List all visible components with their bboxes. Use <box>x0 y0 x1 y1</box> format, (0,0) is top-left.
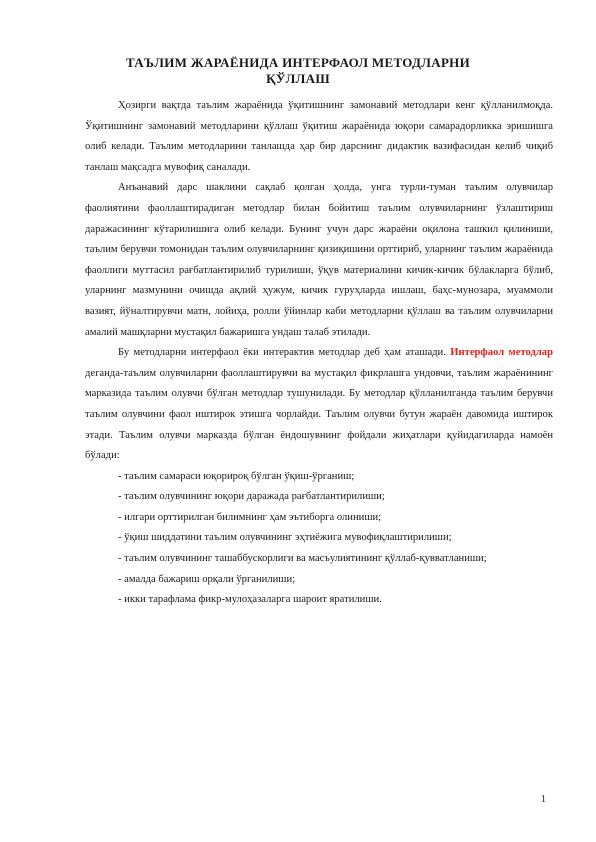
list-item: - ўқиш шиддатини таълим олувчининг эҳтиёжига мувофиқлаштирилиши; <box>118 532 452 544</box>
page-number: 1 <box>541 794 546 805</box>
list-item: - илгари орттирилган билимнинг ҳам эътиборга олиниши; <box>118 511 382 523</box>
paragraph-3-rest: деганда-таълим олувчиларни фаоллаштирувчи ва мустақил фикрлашга ундовчи, таълим жараёнининг марказида таълим олувчи бўлган методлар тушунилади. Бу методлар қўлланилганда таълим берувчи таълим олувчини фаол иштирок этишга чорлайди. Таълим олувчи бутун жараён давомида иштирок этади. Таълим олувчи марказда бўлган ёндошувнинг фойдали жиҳатлари қуйидагиларда намоён бўлади: <box>85 367 553 462</box>
document-body <box>85 96 553 611</box>
paragraph-1: Ҳозирги вақтда таълим жараёнида ўқитишнинг замонавий методлари кенг қўлланилмоқда. Ўқитишнинг замонавий методларини қўллаш ўқитиш жараёнида юқори самарадорликка эришишга олиб келади. Таълим методларини танлашда ҳар бир дарснинг дидактик вазифасидан келиб чиқиб танлаш мақсадга мувофиқ саналади. <box>85 100 553 173</box>
list-item: - таълим олувчининг ташаббускорлиги ва масъулиятининг қўллаб-қувватланиши; <box>118 553 487 565</box>
paragraph-3 <box>85 343 553 467</box>
title-line-1: ТАЪЛИМ ЖАРАЁНИДА ИНТЕРФАОЛ МЕТОДЛАРНИ <box>125 55 471 70</box>
list-item: - таълим самараси юқорироқ бўлган ўқиш-ўрганиш; <box>118 470 355 482</box>
paragraph-2: Анъанавий дарс шаклини сақлаб қолган ҳолда, унга турли-туман таълим олувчилар фаолиятини фаоллаштирадиган методлар билан бойитиш таълим олувчиларнинг ўзлаштириш даражасининг кўтарилишига олиб келади. Бунинг учун дарс жараёни оқилона ташкил қилиниши, таълим берувчи томонидан таълим олувчиларнинг қизиқишини орттириб, уларнинг таълим жараёнида фаоллиги муттасил рағбатлантирилиб турилиши, ўқув материалини кичик-кичик бўлакларга бўлиб, уларнинг мазмунини очишда ақлий ҳужум, кичик гуруҳларда ишлаш, баҳс-мунозара, муаммоли вазият, йўналтирувчи матн, лойиҳа, ролли ўйинлар каби методларни қўллаш ва таълим олувчиларни амалий машқларни мустақил бажаришга ундаш талаб этилади. <box>85 182 553 338</box>
list-item: - икки тарафлама фикр-мулоҳазаларга шароит яратилиши. <box>118 594 382 606</box>
paragraph-3-intro: Бу методларни интерфаол ёки интерактив методлар деб ҳам аташади. <box>118 347 451 359</box>
benefits-list <box>85 467 553 611</box>
list-item: - таълим олувчининг юқори даражада рағбатлантирилиши; <box>118 491 385 503</box>
document-title <box>80 55 516 87</box>
highlighted-term: Интерфаол методлар <box>450 347 553 359</box>
list-item: - амалда бажариш орқали ўрганилиши; <box>118 573 296 585</box>
title-line-2: ҚЎЛЛАШ <box>266 71 330 86</box>
